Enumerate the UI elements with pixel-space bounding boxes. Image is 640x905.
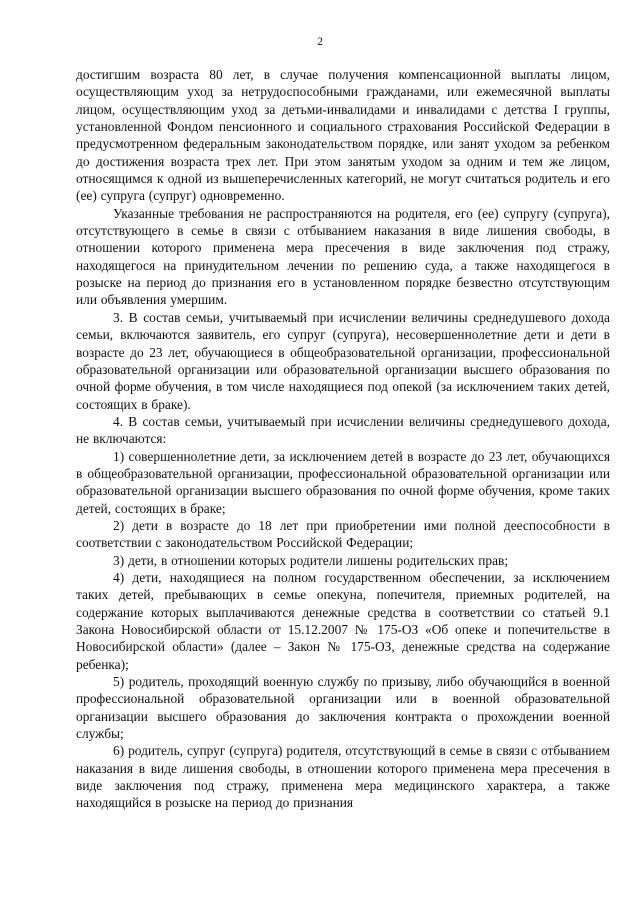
paragraph: 5) родитель, проходящий военную службу по призыву, либо обучающийся в военной профессиональной образовательной организации или в военной образовательной организации высшего образования до заключения контракта о прохождении военной службы;: [76, 674, 610, 742]
paragraph: 3. В состав семьи, учитываемый при исчислении величины среднедушевого дохода семьи, включаются заявитель, его супруг (супруга), несовершеннолетние дети и дети в возрасте до 23 лет, обучающиеся в общеобразовательной организации, профессиональной образовательной организации или образовательной организации высшего образования по очной форме обучения, в том числе находящиеся под опекой (за исключением таких детей, состоящих в браке).: [76, 309, 610, 412]
paragraph: достигшим возраста 80 лет, в случае получения компенсационной выплаты лицом, осуществляющим уход за нетрудоспособными гражданами, или ежемесячной выплаты лицом, осуществляющим уход за детьми-инвалидами и инвалидами с детства I группы, установленной Фондом пенсионного и социального страхования Российской Федерации в предусмотренном федеральным законодательством порядке, или занят уходом за ребенком до достижения возраста трех лет. При этом занятым уходом за одним и тем же лицом, относящимся к одной из вышеперечисленных категорий, не могут считаться родитель и его (ее) супруга (супруг) одновременно.: [76, 67, 610, 204]
paragraph: 6) родитель, супруг (супруга) родителя, отсутствующий в семье в связи с отбыванием наказания в виде лишения свободы, в отношении которого применена мера пресечения в виде заключения под стражу, применена мера медицинского характера, а также находящийся в розыске на период до признания: [76, 743, 610, 811]
paragraph: 3) дети, в отношении которых родители лишены родительских прав;: [113, 552, 509, 568]
paragraph: 1) совершеннолетние дети, за исключением детей в возрасте до 23 лет, обучающихся в общеобразовательной организации, профессиональной образовательной организации или образовательной организации высшего образования по очной форме обучения, кроме таких детей, состоящих в браке;: [76, 448, 610, 516]
paragraph: 4) дети, находящиеся на полном государственном обеспечении, за исключением таких детей, пребывающих в семье опекуна, попечителя, приемных родителей, на содержание которых выплачиваются денежные средства в соответствии со статьей 9.1 Закона Новосибирской области от 15.12.2007 № 175-ОЗ «Об опеке и попечительстве в Новосибирской области» (далее – Закон № 175-ОЗ, денежные средства на содержание ребенка);: [76, 569, 610, 672]
document-body: [76, 66, 610, 812]
page-number: 2: [317, 36, 323, 48]
paragraph: Указанные требования не распространяются на родителя, его (ее) супругу (супруга), отсутствующего в семье в связи с отбыванием наказания в виде лишения свободы, в отношении которого применена мера пресечения в виде заключения под стражу, находящегося на принудительном лечении по решению суда, а также находящегося в розыске на период до признания его в установленном порядке безвестно отсутствующим или объявления умершим.: [76, 205, 610, 308]
paragraph: 2) дети в возрасте до 18 лет при приобретении ими полной дееспособности в соответствии с законодательством Российской Федерации;: [76, 517, 610, 551]
paragraph: 4. В состав семьи, учитываемый при исчислении величины среднедушевого дохода, не включаются:: [76, 413, 610, 447]
